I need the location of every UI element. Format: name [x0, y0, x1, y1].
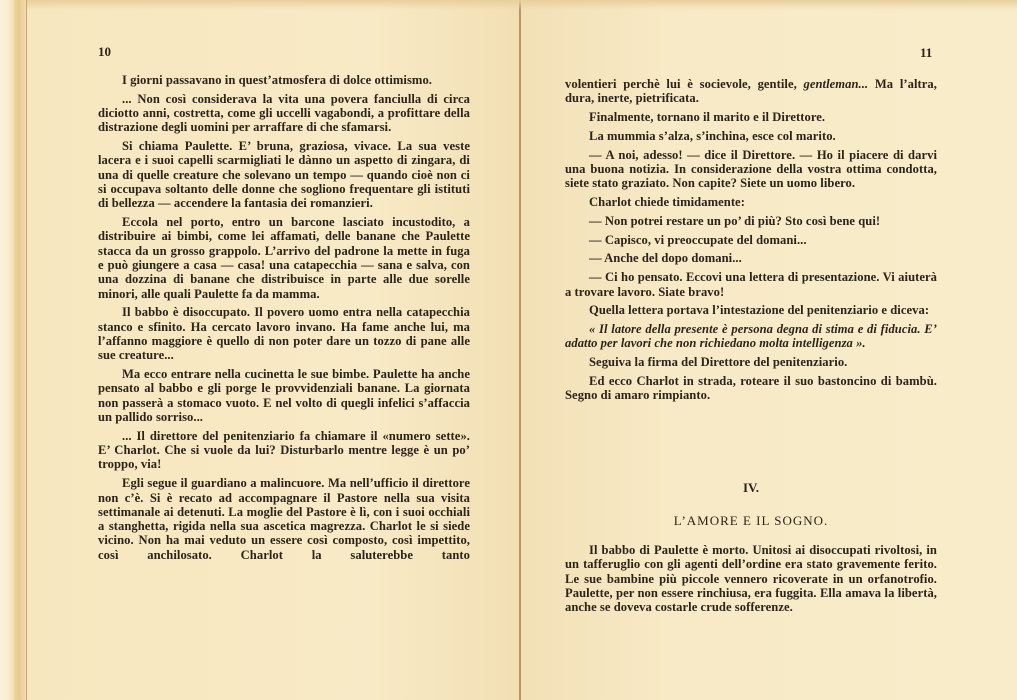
chapter-body: [565, 543, 937, 619]
italic-word: gentleman...: [803, 77, 869, 91]
page-edge: [0, 0, 14, 700]
paragraph: Ed ecco Charlot in strada, roteare il suo bastoncino di bambù. Segno di amaro rimpianto.: [565, 374, 937, 403]
paragraph: Egli segue il guardiano a malincuore. Ma nell’ufficio il direttore non c’è. Si è recato ad accompagnare il Pastore nella sua visita settimanale ai detenuti. La moglie del Pastore è lì, con i suoi occhiali a stanghetta, rigida nella sua ascetica magrezza. Charlot le si siede vicino. Non ha mai veduto un essere così composto, così impettito, così anchilosato. Charlot la saluterebbe tanto: [98, 476, 470, 562]
paragraph: ... Non così considerava la vita una povera fanciulla di circa diciotto anni, costretta, come gli uccelli vagabondi, a profittare della distrazione degli uomini per arraffare di che sfamarsi.: [98, 91, 470, 135]
paragraph: — Non potrei restare un po’ di più? Sto così bene qui!: [589, 213, 881, 228]
paragraph: — Ci ho pensato. Eccovi una lettera di presentazione. Vi aiuterà a trovare lavoro. Siate bravo!: [565, 270, 937, 299]
paragraph: La mummia s’alza, s’inchina, esce col marito.: [589, 128, 836, 143]
paragraph: Si chiama Paulette. E’ bruna, graziosa, vivace. La sua veste lacera e i suoi capelli scarmigliati le dànno un aspetto di zingara, di una di quelle creature che solevano un tempo — quando cioè non ci si occupava soltanto delle donne che sogliono frequentare gli istituti di bellezza — accendere la fantasia dei romanzieri.: [98, 139, 470, 211]
paragraph: Finalmente, tornano il marito e il Direttore.: [589, 110, 826, 125]
paragraph: Seguiva la firma del Direttore del penitenziario.: [589, 355, 848, 370]
right-page-body: [565, 77, 937, 407]
page-number-left: 10: [98, 44, 111, 59]
paragraph: ... Il direttore del penitenziario fa chiamare il «numero sette». E’ Charlot. Che si vuole da lui? Disturbarlo mentre legge è un po’ troppo, via!: [98, 428, 470, 472]
quoted-letter: « Il latore della presente è persona degna di stima e di fiducia. E’ adatto per lavori che non richiedano molta intelligenza ».: [565, 322, 937, 351]
paragraph: — Anche del dopo domani...: [589, 251, 742, 266]
chapter-title: L’AMORE E IL SOGNO.: [673, 513, 829, 528]
paragraph: I giorni passavano in quest’atmosfera di dolce ottimismo.: [122, 73, 433, 87]
paragraph: Il babbo è disoccupato. Il povero uomo entra nella catapecchia stanco e sfinito. Ha cercato lavoro invano. Ha fame anche lui, ma l’affanno maggiore è quello di non poter dare un tozzo di pane alle sue creature...: [98, 305, 470, 363]
page-edge-shadow: [14, 0, 27, 700]
top-shadow: [27, 0, 1017, 10]
left-page-body: [98, 73, 470, 567]
paragraph: Charlot chiede timidamente:: [589, 195, 745, 210]
paragraph: Eccola nel porto, entro un barcone lasciato incustodito, a distribuire ai bimbi, come lei affamati, delle banane che Paulette stacca da un grosso grappolo. L’arrivo del padrone la mette in fuga e può giungere a casa — casa! una catapecchia — sana e salva, con una dozzina di banane che distribuisce in parte alle due sorelle minori, alle quali Paulette fa da mamma.: [98, 215, 470, 301]
page-number-right: 11: [920, 45, 933, 60]
paragraph: — Capisco, vi preoccupate del domani...: [589, 232, 807, 247]
chapter-number: IV.: [742, 480, 760, 495]
paragraph: Il babbo di Paulette è morto. Unitosi ai disoccupati rivoltosi, in un tafferuglio con gli agenti dell’ordine era stato gravemente ferito. Le sue bambine più piccole vennero ricoverate in un orfanotrofio. Paulette, per non essere rinchiusa, era fuggita. Ella amava la libertà, anche se doveva costarle crude sofferenze.: [565, 543, 937, 615]
paragraph: Quella lettera portava l’intestazione del penitenziario e diceva:: [589, 303, 930, 318]
paragraph: — A noi, adesso! — dice il Direttore. — Ho il piacere di darvi una buona notizia. In considerazione della vostra ottima condotta, siete stato graziato. Non capite? Siete un uomo libero.: [565, 147, 937, 191]
continuation-text: volentieri perchè lui è socievole, gentile,: [565, 77, 797, 91]
paragraph: Ma ecco entrare nella cucinetta le sue bimbe. Paulette ha anche pensato al babbo e gli porge le provvidenziali banane. La giornata non passerà a stomaco vuoto. E nel volto di quegli infelici s’affaccia un pallido sorriso...: [98, 367, 470, 425]
book-spine: [519, 0, 521, 700]
continuation-paragraph: [565, 77, 937, 106]
continuation-end: Ma l’altra, dura, inerte, pietrificata.: [565, 77, 937, 106]
